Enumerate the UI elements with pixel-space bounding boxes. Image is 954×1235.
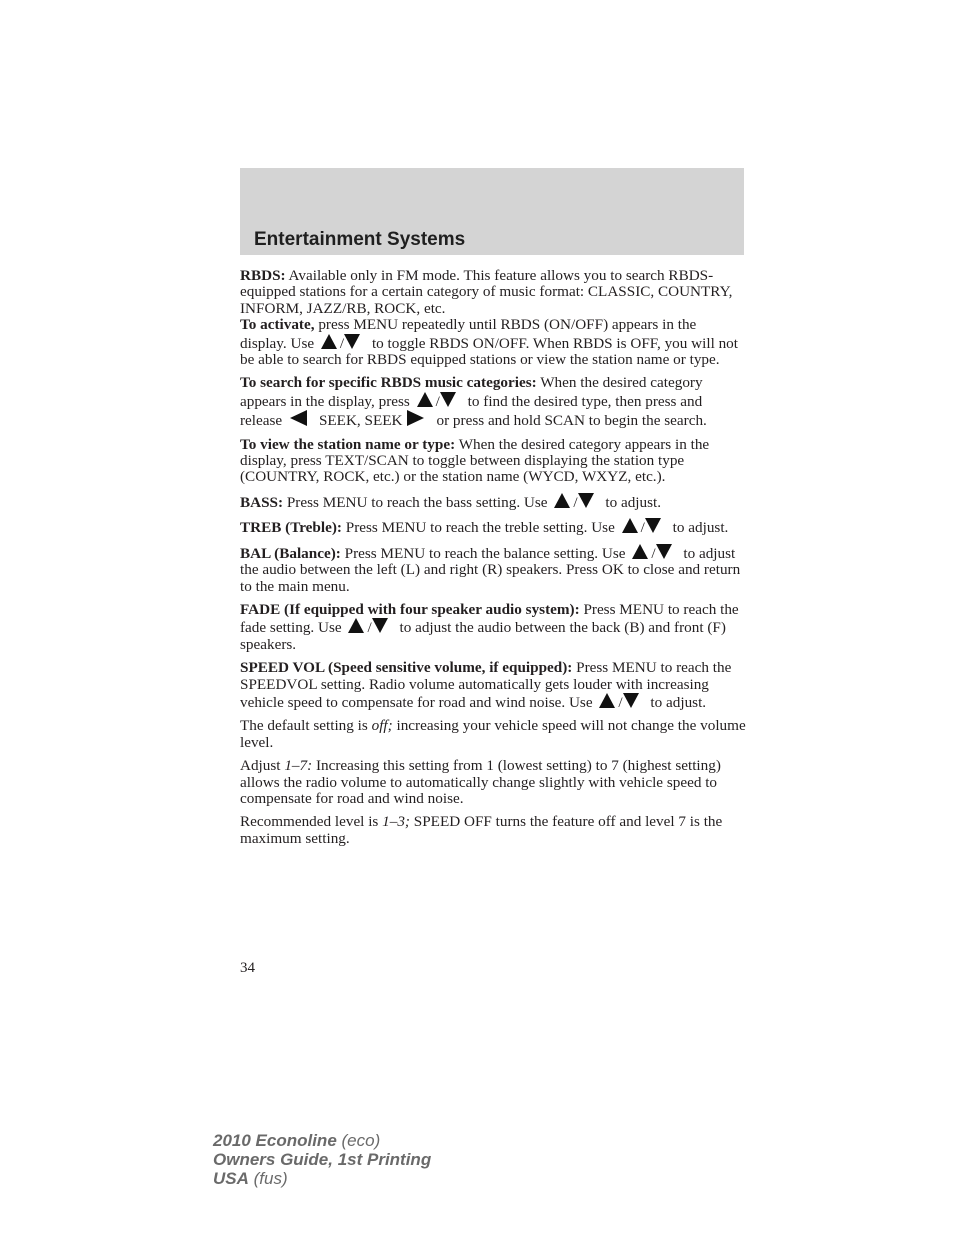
- rbds-activate-label: To activate,: [240, 316, 315, 334]
- down-arrow-icon: [623, 693, 639, 708]
- search-text-1: When the desired category appears in the display, press: [240, 374, 703, 410]
- footer-market: USA: [213, 1169, 249, 1188]
- page-number: 34: [240, 960, 255, 976]
- search-paragraph: [240, 375, 746, 429]
- bass-paragraph: [240, 493, 746, 511]
- up-arrow-icon: [554, 493, 570, 508]
- footer-line-3: [213, 1169, 431, 1188]
- default-setting-value: off;: [371, 717, 393, 735]
- search-text-3: or press and hold SCAN to begin the search.: [436, 412, 707, 430]
- treb-text-2: to adjust.: [672, 519, 729, 537]
- treb-paragraph: [240, 518, 746, 536]
- rbds-paragraph: [240, 268, 746, 317]
- down-arrow-icon: [578, 493, 594, 508]
- rbds-activate-text-2: to toggle RBDS ON/OFF. When RBDS is OFF, you will not be able to search for RBDS equipped stations or view the station name or type.: [240, 334, 738, 369]
- adjust-pre: Adjust: [240, 757, 281, 775]
- bal-text-2: to adjust the audio between the left (L) and right (R) speakers. Press OK to close and return to the main menu.: [240, 544, 741, 595]
- slash: /: [651, 544, 656, 562]
- footer-imprint: [213, 1131, 431, 1188]
- bass-text-1: Press MENU to reach the bass setting. Use: [286, 493, 548, 511]
- down-arrow-icon: [645, 518, 661, 533]
- rbds-activate-paragraph: [240, 317, 746, 368]
- up-arrow-icon: [417, 392, 433, 407]
- default-setting-paragraph: [240, 718, 746, 751]
- view-paragraph: [240, 437, 746, 486]
- treb-label: TREB (Treble):: [240, 519, 342, 537]
- footer-model: 2010 Econoline: [213, 1131, 337, 1150]
- seek-left-arrow-icon: [290, 410, 307, 426]
- down-arrow-icon: [372, 618, 388, 633]
- footer-model-code: (eco): [341, 1131, 381, 1150]
- up-arrow-icon: [622, 518, 638, 533]
- up-arrow-icon: [348, 618, 364, 633]
- footer-line-2: [213, 1150, 431, 1169]
- speedvol-paragraph: [240, 660, 746, 711]
- manual-body: [240, 268, 746, 854]
- view-text: When the desired category appears in the display, press TEXT/SCAN to toggle between displaying the station type (COUNTRY, ROCK, etc.) or the station name (WYCD, WXYZ, etc.).: [240, 435, 710, 486]
- slash: /: [367, 619, 372, 637]
- bass-label: BASS:: [240, 493, 284, 511]
- section-title: Entertainment Systems: [254, 229, 466, 250]
- fade-text-1: Press MENU to reach the fade setting. Use: [240, 600, 739, 637]
- seek-right-arrow-icon: [407, 410, 424, 426]
- recommended-post: SPEED OFF turns the feature off and level 7 is the maximum setting.: [240, 813, 723, 847]
- slash: /: [339, 334, 345, 352]
- rbds-activate-text-1: press MENU repeatedly until RBDS (ON/OFF) appears in the display. Use: [240, 316, 697, 352]
- default-setting-post: increasing your vehicle speed will not change the volume level.: [240, 717, 746, 751]
- up-arrow-icon: [599, 693, 615, 708]
- adjust-range: 1–7:: [284, 757, 313, 775]
- bal-text-1: Press MENU to reach the balance setting. Use: [344, 544, 626, 562]
- footer-line-1: [213, 1131, 431, 1150]
- recommended-pre: Recommended level is: [240, 813, 379, 831]
- bal-paragraph: [240, 544, 746, 595]
- view-label: To view the station name or type:: [240, 435, 456, 453]
- slash: /: [435, 392, 440, 410]
- treb-text-1: Press MENU to reach the treble setting. Use: [345, 519, 615, 537]
- slash: /: [573, 493, 578, 511]
- adjust-post: Increasing this setting from 1 (lowest setting) to 7 (highest setting) allows the radio volume to automatically change slightly with vehicle speed to compensate for road and wind noise.: [240, 757, 721, 807]
- search-label: To search for specific RBDS music categories:: [240, 374, 537, 392]
- speedvol-text-1: Press MENU to reach the SPEEDVOL setting. Radio volume automatically gets louder with increasing vehicle speed to compensate for road and wind noise. Use: [240, 659, 732, 711]
- fade-label: FADE (If equipped with four speaker audio system):: [240, 600, 580, 618]
- speedvol-label: SPEED VOL (Speed sensitive volume, if equipped):: [240, 659, 573, 677]
- rbds-text: Available only in FM mode. This feature allows you to search RBDS-equipped stations for a certain category of music format: CLASSIC, COUNTRY, INFORM, JAZZ/RB, ROCK, etc.: [240, 267, 733, 317]
- rbds-label: RBDS:: [240, 267, 286, 284]
- recommended-paragraph: [240, 814, 746, 847]
- footer-market-code: (fus): [253, 1169, 288, 1188]
- footer-printing: Owners Guide, 1st Printing: [213, 1150, 432, 1169]
- search-text-2: to find the desired type, then press and release: [240, 392, 703, 430]
- down-arrow-icon: [440, 392, 456, 407]
- adjust-paragraph: [240, 758, 746, 807]
- slash: /: [640, 519, 645, 537]
- seek-text: SEEK, SEEK: [318, 412, 403, 430]
- bass-text-2: to adjust.: [605, 493, 662, 511]
- speedvol-text-2: to adjust.: [650, 693, 707, 711]
- up-arrow-icon: [321, 334, 337, 349]
- up-arrow-icon: [632, 544, 648, 559]
- down-arrow-icon: [344, 334, 360, 349]
- default-setting-pre: The default setting is: [240, 717, 368, 735]
- slash: /: [618, 693, 623, 711]
- recommended-level: 1–3;: [382, 813, 410, 831]
- fade-paragraph: [240, 602, 746, 653]
- bal-label: BAL (Balance):: [240, 544, 341, 562]
- down-arrow-icon: [656, 544, 672, 559]
- fade-text-2: to adjust the audio between the back (B) and front (F) speakers.: [240, 619, 726, 653]
- section-header-band: [240, 168, 744, 255]
